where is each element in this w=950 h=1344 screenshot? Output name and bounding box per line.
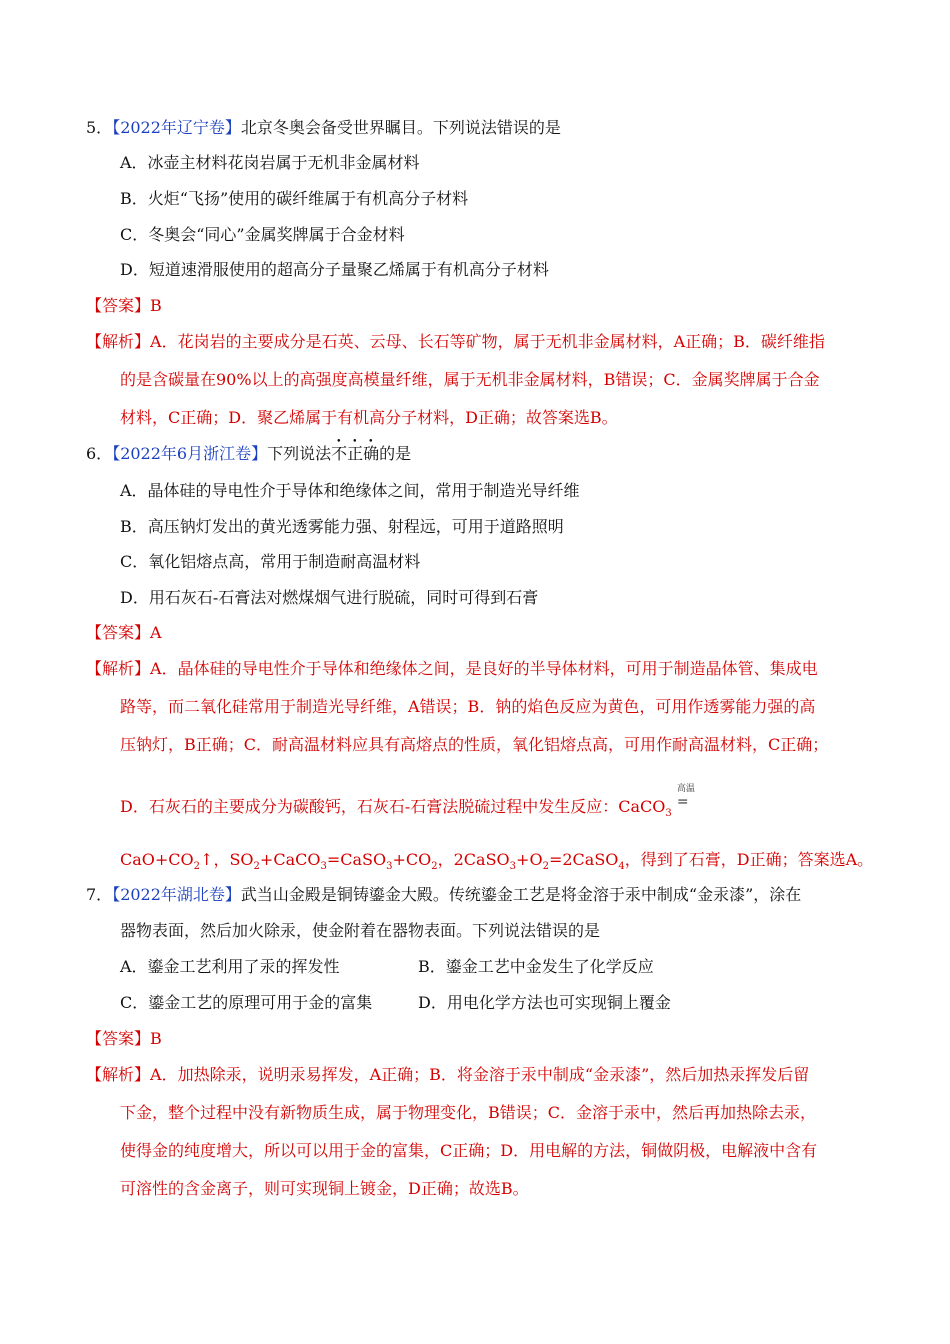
answer-label: 【答案】B: [86, 1029, 162, 1048]
option-b: B．火炬“飞扬”使用的碳纤维属于有机高分子材料: [120, 189, 469, 208]
option-c: C．氧化铝熔点高，常用于制造耐高温材料: [120, 552, 421, 571]
analysis-line: 路等，而二氧化硅常用于制造光导纤维，A错误；B．钠的焰色反应为黄色，可用作透雾能力强的高: [120, 697, 816, 716]
question-text: 北京冬奥会备受世界瞩目。下列说法错误的是: [240, 118, 561, 137]
analysis-line: 使得金的纯度增大，所以可以用于金的富集，C正确；D．用电解的方法，铜做阴极，电解液中含有: [120, 1141, 818, 1160]
question-text-cont: 器物表面，然后加火除汞，使金附着在器物表面。下列说法错误的是: [120, 921, 601, 940]
analysis-line: 可溶性的含金离子，则可实现铜上镀金，D正确；故选B。: [120, 1179, 529, 1198]
question-source: 【2022年6月浙江卷】: [112, 444, 268, 463]
analysis-text: A．花岗岩的主要成分是石英、云母、长石等矿物，属于无机非金属材料，A正确；B．碳纤维指: [150, 332, 825, 351]
emphasis-char: 确: [363, 444, 380, 463]
analysis-label: 【解析】: [86, 1065, 151, 1084]
analysis-text: A．晶体硅的导电性介于导体和绝缘体之间，是良好的半导体材料，可用于制造晶体管、集成电: [150, 659, 818, 678]
analysis-label: 【解析】: [86, 659, 151, 678]
question-source: 【2022年辽宁卷】: [112, 118, 241, 137]
question-number: 7．: [86, 885, 113, 904]
answer-label: 【答案】A: [86, 623, 162, 642]
option-c: C．冬奥会“同心”金属奖牌属于合金材料: [120, 225, 405, 244]
emphasis-char: 不: [331, 444, 348, 463]
analysis-line: 的是含碳量在90%以上的高强度高模量纤维，属于无机非金属材料，B错误；C．金属奖牌属于合金: [120, 370, 820, 389]
question-5-stem: [86, 118, 561, 138]
option-a: A．鎏金工艺利用了汞的挥发性: [120, 957, 340, 976]
option-d: D．用石灰石-石膏法对燃煤烟气进行脱硫，同时可得到石膏: [120, 588, 539, 607]
analysis-label: 【解析】: [86, 332, 151, 351]
analysis-line: [86, 332, 825, 352]
question-text: 下列说法: [267, 444, 332, 463]
question-source: 【2022年湖北卷】: [112, 885, 241, 904]
option-d: D．用电化学方法也可实现铜上覆金: [418, 993, 671, 1012]
analysis-line: [86, 1065, 809, 1085]
analysis-line: 压钠灯，B正确；C．耐高温材料应具有高熔点的性质，氧化铝熔点高，可用作耐高温材料，C正确；: [120, 735, 829, 754]
option-a: A．冰壶主材料花岗岩属于无机非金属材料: [120, 153, 420, 172]
question-text-end: 的是: [379, 444, 412, 463]
emphasis-char: 正: [347, 444, 364, 463]
question-6-stem: [86, 444, 411, 464]
option-a: A．晶体硅的导电性介于导体和绝缘体之间，常用于制造光导纤维: [120, 481, 580, 500]
option-b: B．鎏金工艺中金发生了化学反应: [418, 957, 654, 976]
analysis-text: A．加热除汞，说明汞易挥发，A正确；B．将金溶于汞中制成“金汞漆”，然后加热汞挥发后留: [150, 1065, 810, 1084]
question-number: 5．: [86, 118, 113, 137]
option-b: B．高压钠灯发出的黄光透雾能力强、射程远，可用于道路照明: [120, 517, 564, 536]
option-d: D．短道速滑服使用的超高分子量聚乙烯属于有机高分子材料: [120, 260, 549, 279]
analysis-line: 材料，C正确；D．聚乙烯属于有机高分子材料，D正确；故答案选B。: [120, 408, 618, 427]
option-c: C．鎏金工艺的原理可用于金的富集: [120, 993, 373, 1012]
analysis-line: [86, 659, 818, 679]
question-text: 武当山金殿是铜铸鎏金大殿。传统鎏金工艺是将金溶于汞中制成“金汞漆”，涂在: [240, 885, 802, 904]
analysis-line-equation: D．石灰石的主要成分为碳酸钙，石灰石-石膏法脱硫过程中发生反应：CaCO$_3$ 高温 =: [120, 784, 695, 820]
answer-label: 【答案】B: [86, 296, 162, 315]
question-number: 6．: [86, 444, 113, 463]
analysis-line-equation: $CaO+CO_2↑$，$SO_2+CaCO_3=CaSO_3+CO_2$，$2CaSO_3+O_2=2CaSO_4$，得到了石膏，D正确；答案选A。: [120, 850, 874, 873]
reaction-condition: 高温 =: [676, 784, 695, 810]
analysis-line: 下金，整个过程中没有新物质生成，属于物理变化，B错误；C．金溶于汞中，然后再加热除去汞，: [120, 1103, 817, 1122]
question-7-stem: [86, 885, 801, 905]
